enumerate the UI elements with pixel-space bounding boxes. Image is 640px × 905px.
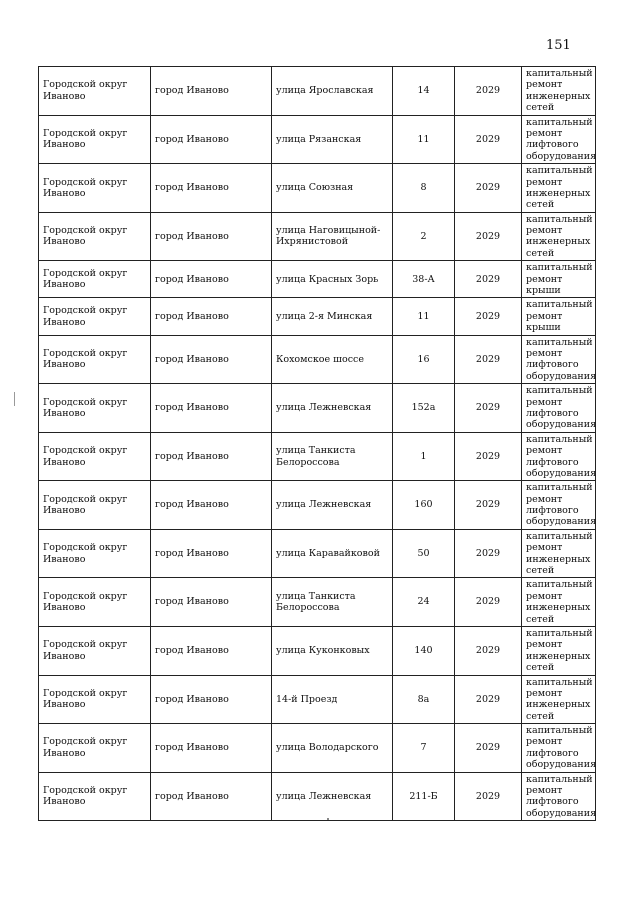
okrug-cell: Городской округ Иваново [39,298,151,335]
city-cell: город Иваново [151,115,272,164]
work-type-cell: капитальный ремонт лифтового оборудования [522,335,596,384]
house-cell: 8 [393,164,455,213]
house-cell: 1 [393,432,455,481]
house-cell: 2 [393,212,455,261]
okrug-cell: Городской округ Иваново [39,675,151,724]
street-cell: улица Танкиста Белороссова [272,578,393,627]
okrug-cell: Городской округ Иваново [39,432,151,481]
work-type-cell: капитальный ремонт крыши [522,261,596,298]
work-type-cell: капитальный ремонт лифтового оборудования [522,115,596,164]
okrug-cell: Городской округ Иваново [39,772,151,821]
work-type-cell: капитальный ремонт инженерных сетей [522,578,596,627]
work-type-cell: капитальный ремонт крыши [522,298,596,335]
city-cell: город Иваново [151,212,272,261]
house-cell: 211-Б [393,772,455,821]
street-cell: улица Лежневская [272,481,393,530]
house-cell: 11 [393,115,455,164]
scan-artifact [327,818,329,820]
table-row [39,335,596,384]
street-cell: улица Лежневская [272,772,393,821]
year-cell: 2029 [455,261,522,298]
city-cell: город Иваново [151,626,272,675]
house-cell: 38-А [393,261,455,298]
house-cell: 152а [393,384,455,433]
street-cell: улица 2-я Минская [272,298,393,335]
city-cell: город Иваново [151,578,272,627]
city-cell: город Иваново [151,298,272,335]
city-cell: город Иваново [151,481,272,530]
table-row [39,626,596,675]
work-type-cell: капитальный ремонт лифтового оборудования [522,772,596,821]
street-cell: улица Красных Зорь [272,261,393,298]
work-type-cell: капитальный ремонт лифтового оборудования [522,724,596,773]
work-type-cell: капитальный ремонт инженерных сетей [522,164,596,213]
work-type-cell: капитальный ремонт инженерных сетей [522,626,596,675]
house-cell: 7 [393,724,455,773]
street-cell: улица Ярославская [272,67,393,116]
year-cell: 2029 [455,675,522,724]
table-row [39,724,596,773]
okrug-cell: Городской округ Иваново [39,164,151,213]
city-cell: город Иваново [151,164,272,213]
street-cell: улица Лежневская [272,384,393,433]
work-type-cell: капитальный ремонт лифтового оборудования [522,384,596,433]
okrug-cell: Городской округ Иваново [39,67,151,116]
table-row [39,67,596,116]
table-row [39,481,596,530]
okrug-cell: Городской округ Иваново [39,115,151,164]
city-cell: город Иваново [151,432,272,481]
year-cell: 2029 [455,335,522,384]
work-type-cell: капитальный ремонт инженерных сетей [522,529,596,578]
table-row [39,529,596,578]
okrug-cell: Городской округ Иваново [39,529,151,578]
table-row [39,675,596,724]
city-cell: город Иваново [151,724,272,773]
okrug-cell: Городской округ Иваново [39,212,151,261]
city-cell: город Иваново [151,675,272,724]
work-type-cell: капитальный ремонт лифтового оборудования [522,432,596,481]
year-cell: 2029 [455,298,522,335]
year-cell: 2029 [455,529,522,578]
year-cell: 2029 [455,164,522,213]
city-cell: город Иваново [151,384,272,433]
work-type-cell: капитальный ремонт лифтового оборудования [522,481,596,530]
city-cell: город Иваново [151,529,272,578]
city-cell: город Иваново [151,335,272,384]
house-cell: 14 [393,67,455,116]
street-cell: улица Наговицыной-Ихрянистовой [272,212,393,261]
year-cell: 2029 [455,724,522,773]
page-number: 151 [546,38,571,53]
okrug-cell: Городской округ Иваново [39,384,151,433]
street-cell: улица Союзная [272,164,393,213]
street-cell: 14-й Проезд [272,675,393,724]
street-cell: улица Танкиста Белороссова [272,432,393,481]
work-type-cell: капитальный ремонт инженерных сетей [522,212,596,261]
work-type-cell: капитальный ремонт инженерных сетей [522,675,596,724]
table-row [39,432,596,481]
table-row [39,578,596,627]
year-cell: 2029 [455,212,522,261]
year-cell: 2029 [455,772,522,821]
okrug-cell: Городской округ Иваново [39,261,151,298]
city-cell: город Иваново [151,261,272,298]
house-cell: 16 [393,335,455,384]
scan-artifact [14,392,15,406]
repair-registry-table [38,66,596,821]
street-cell: улица Каравайковой [272,529,393,578]
table-row [39,298,596,335]
year-cell: 2029 [455,481,522,530]
table-row [39,164,596,213]
year-cell: 2029 [455,67,522,116]
okrug-cell: Городской округ Иваново [39,724,151,773]
city-cell: город Иваново [151,772,272,821]
okrug-cell: Городской округ Иваново [39,578,151,627]
house-cell: 140 [393,626,455,675]
table-row [39,212,596,261]
table-row [39,261,596,298]
year-cell: 2029 [455,432,522,481]
year-cell: 2029 [455,578,522,627]
house-cell: 11 [393,298,455,335]
table-row [39,772,596,821]
table-row [39,384,596,433]
house-cell: 8а [393,675,455,724]
house-cell: 50 [393,529,455,578]
street-cell: улица Володарского [272,724,393,773]
okrug-cell: Городской округ Иваново [39,335,151,384]
okrug-cell: Городской округ Иваново [39,626,151,675]
year-cell: 2029 [455,115,522,164]
year-cell: 2029 [455,626,522,675]
street-cell: улица Рязанская [272,115,393,164]
year-cell: 2029 [455,384,522,433]
house-cell: 160 [393,481,455,530]
work-type-cell: капитальный ремонт инженерных сетей [522,67,596,116]
house-cell: 24 [393,578,455,627]
city-cell: город Иваново [151,67,272,116]
street-cell: улица Куконковых [272,626,393,675]
okrug-cell: Городской округ Иваново [39,481,151,530]
table-row [39,115,596,164]
street-cell: Кохомское шоссе [272,335,393,384]
